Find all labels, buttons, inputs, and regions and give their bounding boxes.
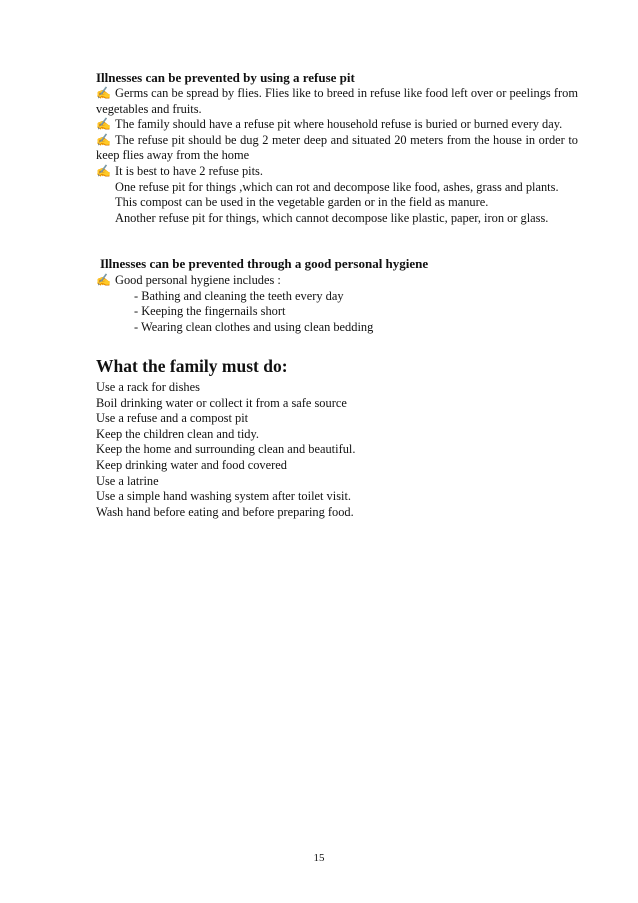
detail-line: One refuse pit for things ,which can rot and decompose like food, ashes, grass and plants. xyxy=(115,179,559,194)
hygiene-item: - Bathing and cleaning the teeth every day xyxy=(134,288,344,303)
family-line: Wash hand before eating and before preparing food. xyxy=(96,504,354,519)
pencil-icon: ✍ xyxy=(96,273,111,287)
page-number: 15 xyxy=(313,852,325,864)
family-line: Keep drinking water and food covered xyxy=(96,457,287,472)
bullet-text: Germs can be spread by flies. Flies like to breed in refuse like food left over or peelings from vegetables and fruits. xyxy=(96,86,578,116)
bullet-item xyxy=(96,117,578,133)
hygiene-item: - Keeping the fingernails short xyxy=(134,304,286,319)
detail-line: This compost can be used in the vegetable garden or in the field as manure. xyxy=(115,195,489,210)
family-line: Keep the children clean and tidy. xyxy=(96,426,259,441)
detail-line: Another refuse pit for things, which cannot decompose like plastic, paper, iron or glass. xyxy=(115,210,549,225)
refuse-pit-section xyxy=(96,69,578,226)
bullet-item xyxy=(96,273,578,289)
hygiene-heading: Illnesses can be prevented through a good personal hygiene xyxy=(100,256,429,271)
refuse-pit-heading: Illnesses can be prevented by using a refuse pit xyxy=(96,70,355,85)
pencil-icon: ✍ xyxy=(96,86,111,100)
family-line: Keep the home and surrounding clean and beautiful. xyxy=(96,442,356,457)
bullet-item xyxy=(96,164,578,180)
family-heading: What the family must do: xyxy=(96,356,288,376)
pencil-icon: ✍ xyxy=(96,117,111,132)
family-line: Use a refuse and a compost pit xyxy=(96,411,249,426)
hygiene-section xyxy=(96,255,578,335)
bullet-text: Good personal hygiene includes : xyxy=(115,273,281,287)
bullet-text: The family should have a refuse pit where household refuse is buried or burned every day. xyxy=(115,117,563,132)
bullet-text: The refuse pit should be dug 2 meter deep and situated 20 meters from the house in order to keep flies away from the home xyxy=(96,132,578,163)
family-line: Boil drinking water or collect it from a safe source xyxy=(96,395,347,410)
pencil-icon: ✍ xyxy=(96,132,111,147)
family-line: Use a latrine xyxy=(96,473,159,488)
family-line: Use a rack for dishes xyxy=(96,380,200,394)
family-line: Use a simple hand washing system after toilet visit. xyxy=(96,489,351,504)
pencil-icon: ✍ xyxy=(96,163,111,178)
bullet-item xyxy=(96,86,578,117)
bullet-item xyxy=(96,133,578,164)
bullet-text: It is best to have 2 refuse pits. xyxy=(115,163,263,178)
family-section xyxy=(96,355,578,520)
hygiene-item: - Wearing clean clothes and using clean bedding xyxy=(134,319,374,334)
